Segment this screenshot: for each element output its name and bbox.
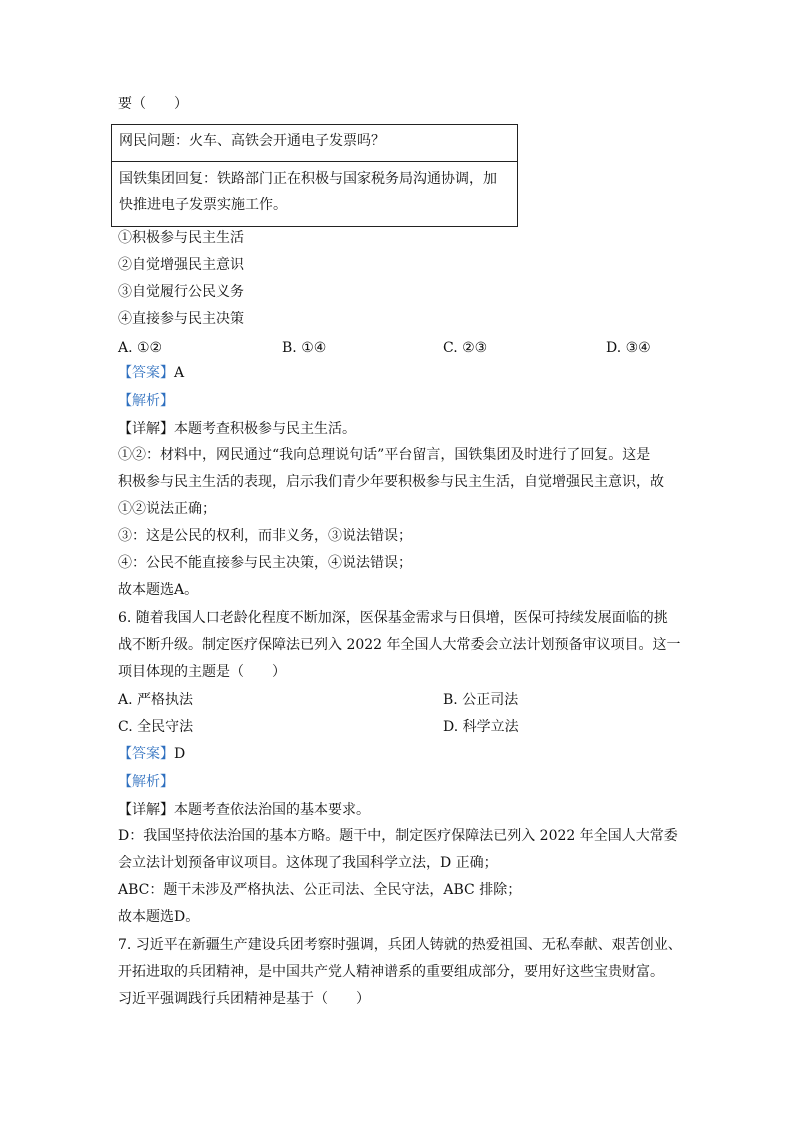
- q7-stem-line: 习近平强调践行兵团精神是基于（ ）: [118, 991, 370, 1007]
- q6-option-a: A. 严格执法: [118, 692, 194, 708]
- q5-exp-line: ①②：材料中，网民通过“我向总理说句话”平台留言，国铁集团及时进行了回复。这是: [118, 447, 651, 463]
- q6-exp-line: 故本题选D。: [118, 909, 200, 925]
- q5-item-2: ②自觉增强民主意识: [118, 257, 244, 273]
- q6-stem-line: 项目体现的主题是（ ）: [118, 664, 286, 680]
- q6-stem-line: 战不断升级。制定医疗保障法已列入 2022 年全国人大常委会立法计划预备审议项目。这一: [118, 637, 681, 653]
- q6-exp-line: D：我国坚持依法治国的基本方略。题干中，制定医疗保障法已列入 2022 年全国人大常委: [118, 828, 678, 844]
- q6-stem-line: 6. 随着我国人口老龄化程度不断加深，医保基金需求与日俱增，医保可持续发展面临的挑: [118, 610, 668, 626]
- q5-answer-value: A: [174, 365, 185, 381]
- q7-stem-line: 开拓进取的兵团精神，是中国共产党人精神谱系的重要组成部分，要用好这些宝贵财富。: [118, 964, 664, 980]
- q5-exp-line: ③：这是公民的权利，而非义务，③说法错误；: [118, 528, 412, 544]
- q6-option-c: C. 全民守法: [118, 719, 194, 735]
- q5-material-table: [111, 124, 518, 227]
- q5-exp-line: ①②说法正确；: [118, 501, 216, 517]
- q5-stem-tail: 要（ ）: [118, 96, 188, 112]
- q5-option-b: B. ①④: [282, 340, 327, 356]
- q6-answer-value: D: [174, 746, 186, 762]
- q5-exp-line: ④：公民不能直接参与民主决策，④说法错误；: [118, 555, 412, 571]
- q6-answer: [118, 744, 185, 764]
- q5-detail: [118, 419, 356, 439]
- q5-answer-tag: 【答案】: [118, 365, 174, 381]
- q5-item-3: ③自觉履行公民义务: [118, 284, 244, 300]
- q6-option-b: B. 公正司法: [443, 692, 519, 708]
- q5-option-a: A. ①②: [118, 340, 163, 356]
- q5-table-row-question: [112, 125, 517, 162]
- q5-table-reply-line1: 国铁集团回复：铁路部门正在积极与国家税务局沟通协调，加: [119, 171, 497, 187]
- q5-exp-line: 故本题选A。: [118, 582, 199, 598]
- q5-table-question-text: 网民问题：火车、高铁会开通电子发票吗？: [119, 133, 385, 149]
- q6-exp-line: 会立法计划预备审议项目。这体现了我国科学立法，D 正确；: [118, 855, 498, 871]
- q6-exp-line: ABC：题干未涉及严格执法、公正司法、全民守法，ABC 排除；: [118, 882, 522, 898]
- q5-exp-line: 积极参与民主生活的表现，启示我们青少年要积极参与民主生活，自觉增强民主意识，故: [118, 474, 664, 490]
- q5-analysis-tag: 【解析】: [118, 393, 174, 409]
- q5-item-4: ④直接参与民主决策: [118, 311, 244, 327]
- q5-table-reply-line2: 快推进电子发票实施工作。: [119, 197, 287, 213]
- q5-table-row-reply: [112, 162, 517, 226]
- q6-detail: [118, 800, 370, 820]
- q5-item-1: ①积极参与民主生活: [118, 230, 244, 246]
- q5-detail-tag: 【详解】: [118, 421, 174, 437]
- q5-option-d: D. ③④: [606, 340, 651, 356]
- q5-option-c: C. ②③: [443, 340, 488, 356]
- q6-detail-text: 本题考查依法治国的基本要求。: [174, 802, 370, 818]
- q7-stem-line: 7. 习近平在新疆生产建设兵团考察时强调，兵团人铸就的热爱祖国、无私奉献、艰苦创业、: [118, 937, 682, 953]
- q6-analysis-tag: 【解析】: [118, 774, 174, 790]
- q6-option-d: D. 科学立法: [443, 719, 519, 735]
- q5-detail-text: 本题考查积极参与民主生活。: [174, 421, 356, 437]
- q6-detail-tag: 【详解】: [118, 802, 174, 818]
- q5-answer: [118, 363, 184, 383]
- q6-answer-tag: 【答案】: [118, 746, 174, 762]
